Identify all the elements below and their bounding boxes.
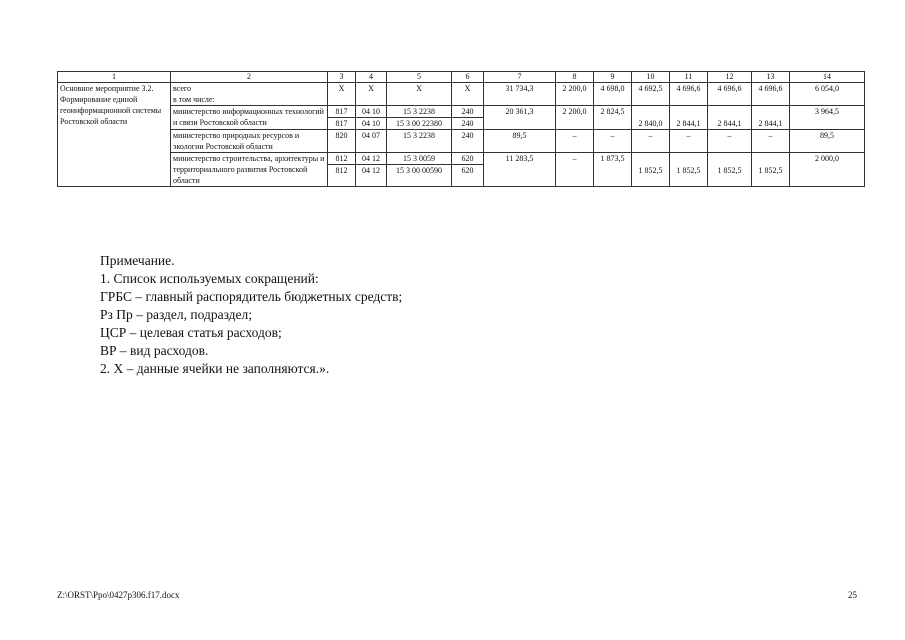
cell: 4 696,6: [708, 83, 752, 106]
cell: 1 852,5: [670, 165, 708, 187]
cell: 89,5: [484, 130, 556, 153]
note-item-1: 1. Список используемых сокращений:: [100, 271, 319, 286]
col-number: 14: [790, 72, 865, 83]
note-block: [100, 252, 402, 378]
cell: 817: [328, 118, 356, 130]
cell: 1 852,5: [708, 165, 752, 187]
cell: 817: [328, 106, 356, 118]
cell: –: [670, 130, 708, 153]
cell: 2 844,1: [708, 118, 752, 130]
cell: 3 964,5: [790, 106, 865, 118]
note-title: Примечание.: [100, 253, 175, 268]
footer-file-path: Z:\ORST\Ppo\0427p306.f17.docx: [57, 590, 180, 600]
note-grbs: ГРБС – главный распорядитель бюджетных средств;: [100, 289, 403, 304]
cell: 2 000,0: [790, 153, 865, 165]
cell: 04 12: [356, 153, 387, 165]
column-number-row: [58, 72, 865, 83]
cell: 15 3 2238: [387, 106, 452, 118]
including-label: в том числе:: [173, 95, 215, 104]
col-number: 12: [708, 72, 752, 83]
cell: 89,5: [790, 130, 865, 153]
cell: 15 3 2238: [387, 130, 452, 153]
cell: X: [328, 83, 356, 106]
table-row-total: [58, 83, 865, 106]
cell: 04 10: [356, 106, 387, 118]
cell: –: [752, 130, 790, 153]
cell: 04 07: [356, 130, 387, 153]
cell: 620: [452, 165, 484, 187]
cell: 620: [452, 153, 484, 165]
cell: 04 12: [356, 165, 387, 187]
cell: –: [594, 130, 632, 153]
cell: [708, 153, 752, 165]
cell: 820: [328, 130, 356, 153]
cell: 812: [328, 153, 356, 165]
cell: 11 283,5: [484, 153, 556, 187]
cell: 6 054,0: [790, 83, 865, 106]
event-name: Основное мероприятие 3.2. Формирование единой геоинформационной системы Ростовской области: [58, 83, 171, 187]
col-number: 2: [171, 72, 328, 83]
row-label: министерство строительства, архитектуры и территориального развития Ростовской области: [171, 153, 328, 187]
cell: –: [632, 130, 670, 153]
cell: [632, 153, 670, 165]
col-number: 7: [484, 72, 556, 83]
cell: 240: [452, 130, 484, 153]
note-item-2: 2. Х – данные ячейки не заполняются.».: [100, 361, 330, 376]
cell: 20 361,3: [484, 106, 556, 130]
cell: 31 734,3: [484, 83, 556, 106]
cell: 2 200,0: [556, 83, 594, 106]
row-label: министерство информационных технологий и связи Ростовской области: [171, 106, 328, 130]
cell: [670, 106, 708, 118]
row-label: [171, 83, 328, 106]
col-number: 6: [452, 72, 484, 83]
table-row-ministry-info-1: [58, 106, 865, 118]
col-number: 8: [556, 72, 594, 83]
col-number: 9: [594, 72, 632, 83]
cell: [708, 106, 752, 118]
col-number: 11: [670, 72, 708, 83]
cell: 2 824,5: [594, 106, 632, 130]
col-number: 10: [632, 72, 670, 83]
budget-table: [57, 71, 865, 187]
cell: 4 698,0: [594, 83, 632, 106]
cell: –: [556, 153, 594, 187]
cell: 2 844,1: [752, 118, 790, 130]
cell: 15 3 00 22380: [387, 118, 452, 130]
note-vr: ВР – вид расходов.: [100, 343, 209, 358]
col-number: 5: [387, 72, 452, 83]
note-rzpr: Рз Пр – раздел, подраздел;: [100, 307, 253, 322]
cell: [790, 118, 865, 130]
cell: 1 873,5: [594, 153, 632, 187]
cell: X: [452, 83, 484, 106]
cell: [752, 106, 790, 118]
cell: –: [708, 130, 752, 153]
cell: 15 3 0059: [387, 153, 452, 165]
cell: 2 844,1: [670, 118, 708, 130]
cell: [752, 153, 790, 165]
cell: 2 840,0: [632, 118, 670, 130]
table-row-ministry-nature: [58, 130, 865, 153]
cell: 4 696,6: [752, 83, 790, 106]
row-label: министерство природных ресурсов и экологии Ростовской области: [171, 130, 328, 153]
cell: 1 852,5: [632, 165, 670, 187]
cell: X: [356, 83, 387, 106]
note-csr: ЦСР – целевая статья расходов;: [100, 325, 282, 340]
cell: 240: [452, 118, 484, 130]
cell: 1 852,5: [752, 165, 790, 187]
cell: 15 3 00 00590: [387, 165, 452, 187]
cell: [790, 165, 865, 187]
col-number: 4: [356, 72, 387, 83]
col-number: 3: [328, 72, 356, 83]
cell: 240: [452, 106, 484, 118]
cell: 2 200,0: [556, 106, 594, 130]
cell: [670, 153, 708, 165]
cell: 4 692,5: [632, 83, 670, 106]
col-number: 1: [58, 72, 171, 83]
cell: 812: [328, 165, 356, 187]
total-label: всего: [173, 84, 192, 93]
cell: X: [387, 83, 452, 106]
cell: –: [556, 130, 594, 153]
table-row-ministry-build-1: [58, 153, 865, 165]
page-number: 25: [848, 590, 857, 600]
cell: 04 10: [356, 118, 387, 130]
cell: [632, 106, 670, 118]
col-number: 13: [752, 72, 790, 83]
cell: 4 696,6: [670, 83, 708, 106]
